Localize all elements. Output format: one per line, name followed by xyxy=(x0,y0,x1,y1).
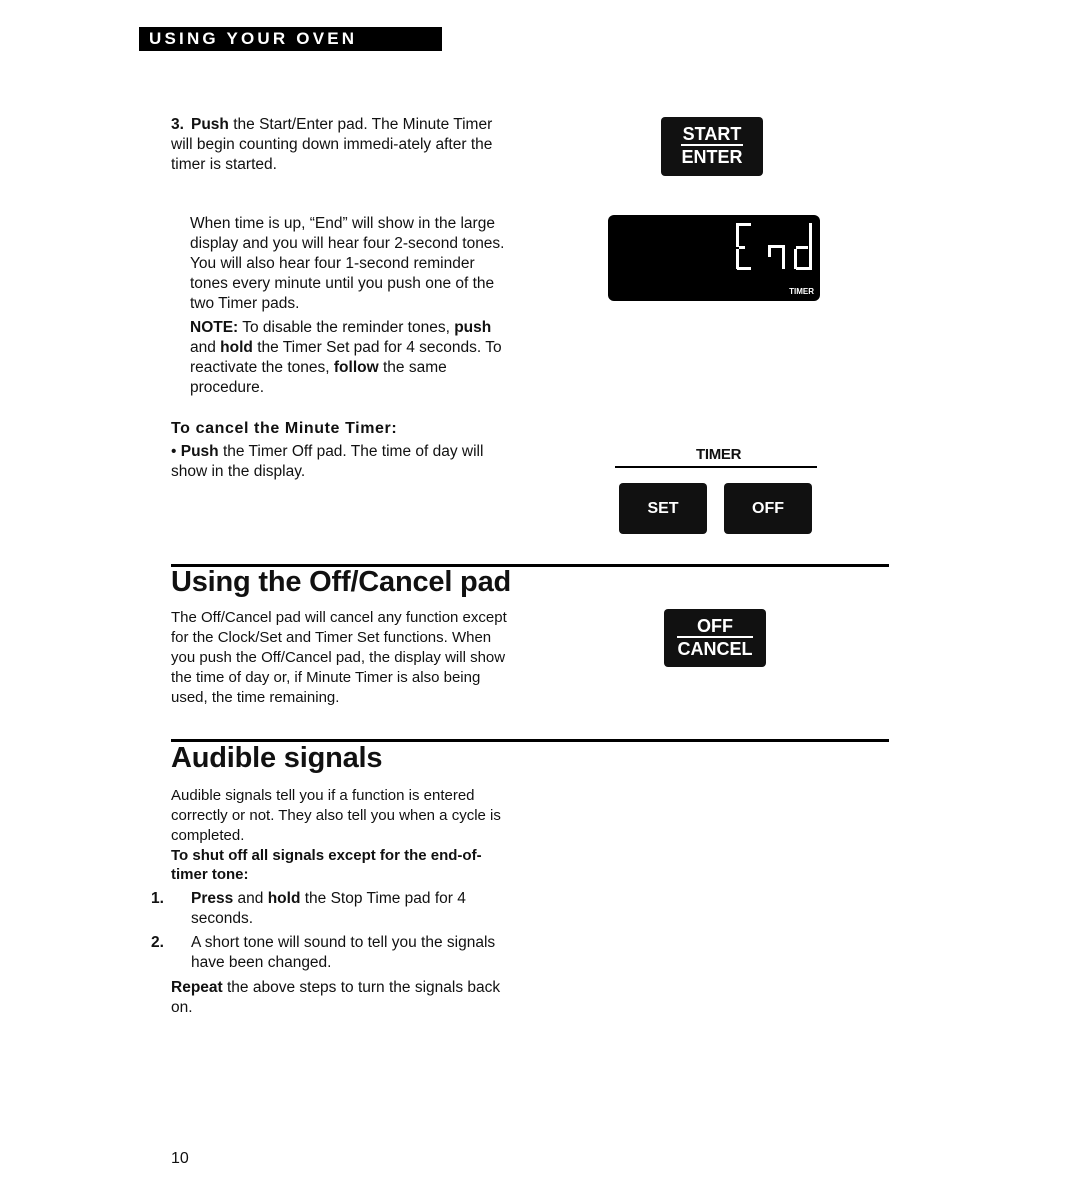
off-cancel-body: The Off/Cancel pad will cancel any function except for the Clock/Set and Timer Set functions. When you push the Off/Cancel pad, the display will show the time of day or, if Minute Timer is also being used, the time remaining. xyxy=(171,609,507,706)
note-bold-push: push xyxy=(454,319,492,336)
page-number: 10 xyxy=(171,1150,189,1167)
timer-label-rule xyxy=(615,466,817,468)
display-timer-label: TIMER xyxy=(789,287,814,296)
note-label: NOTE: xyxy=(190,319,239,336)
section-header-bar: USING YOUR OVEN xyxy=(139,27,442,51)
step-text: and xyxy=(233,890,268,907)
note-bold-hold: hold xyxy=(220,339,253,356)
lcd-display-end xyxy=(608,215,820,301)
note-paragraph xyxy=(190,318,510,398)
note-text: the Timer Set pad for 4 seconds. To reactivate the tones, xyxy=(190,339,502,376)
step-text: A short tone will sound to tell you the signals have been changed. xyxy=(191,934,496,971)
audible-subheading: To shut off all signals except for the end-of-timer tone: xyxy=(171,847,482,883)
step-text: the Stop Time pad for 4 seconds. xyxy=(191,890,466,927)
audible-step-1 xyxy=(151,889,521,929)
bullet-icon: • xyxy=(171,443,177,460)
step-number: 3. xyxy=(171,116,184,133)
start-enter-pad xyxy=(661,117,763,176)
off-cancel-pad xyxy=(664,609,766,667)
cancel-timer-heading: To cancel the Minute Timer: xyxy=(171,420,398,437)
audible-step-2 xyxy=(151,933,521,973)
audible-title: Audible signals xyxy=(171,742,383,774)
end-paragraph: When time is up, “End” will show in the large display and you will hear four 2-second tones. You will also hear four 1-second reminder tones every minute until you push one of the two Timer pads. xyxy=(190,215,505,312)
audible-body: Audible signals tell you if a function is entered correctly or not. They also tell you when a cycle is completed. xyxy=(171,787,501,844)
step-bold: Press xyxy=(191,890,234,907)
step-text: the Start/Enter pad. The Minute Timer will begin counting down immedi-ately after the timer is started. xyxy=(171,116,493,173)
cancel-timer-bullet xyxy=(171,442,501,482)
note-text: To disable the reminder tones, xyxy=(238,319,455,336)
step-bold: hold xyxy=(267,890,301,907)
step-number: 2. xyxy=(151,934,164,951)
audible-repeat xyxy=(171,978,511,1018)
note-text: and xyxy=(190,339,221,356)
bullet-bold: Push xyxy=(180,443,219,460)
pad-top-label: START xyxy=(682,124,742,144)
pad-bottom-label: ENTER xyxy=(681,147,743,167)
note-text: the same procedure. xyxy=(190,359,447,396)
step-bold: Push xyxy=(191,116,229,133)
pad-top-label: OFF xyxy=(677,616,753,638)
repeat-text: the above steps to turn the signals back on. xyxy=(171,979,501,1016)
repeat-bold: Repeat xyxy=(171,979,223,996)
note-bold-follow: follow xyxy=(333,359,379,376)
off-cancel-title: Using the Off/Cancel pad xyxy=(171,566,512,598)
timer-off-pad: OFF xyxy=(724,483,812,534)
step-3 xyxy=(171,115,501,175)
timer-pads-label: TIMER xyxy=(696,446,742,463)
bullet-text: the Timer Off pad. The time of day will show in the display. xyxy=(171,443,484,480)
timer-set-pad: SET xyxy=(619,483,707,534)
step-number: 1. xyxy=(151,890,164,907)
pad-bottom-label: CANCEL xyxy=(677,639,753,659)
